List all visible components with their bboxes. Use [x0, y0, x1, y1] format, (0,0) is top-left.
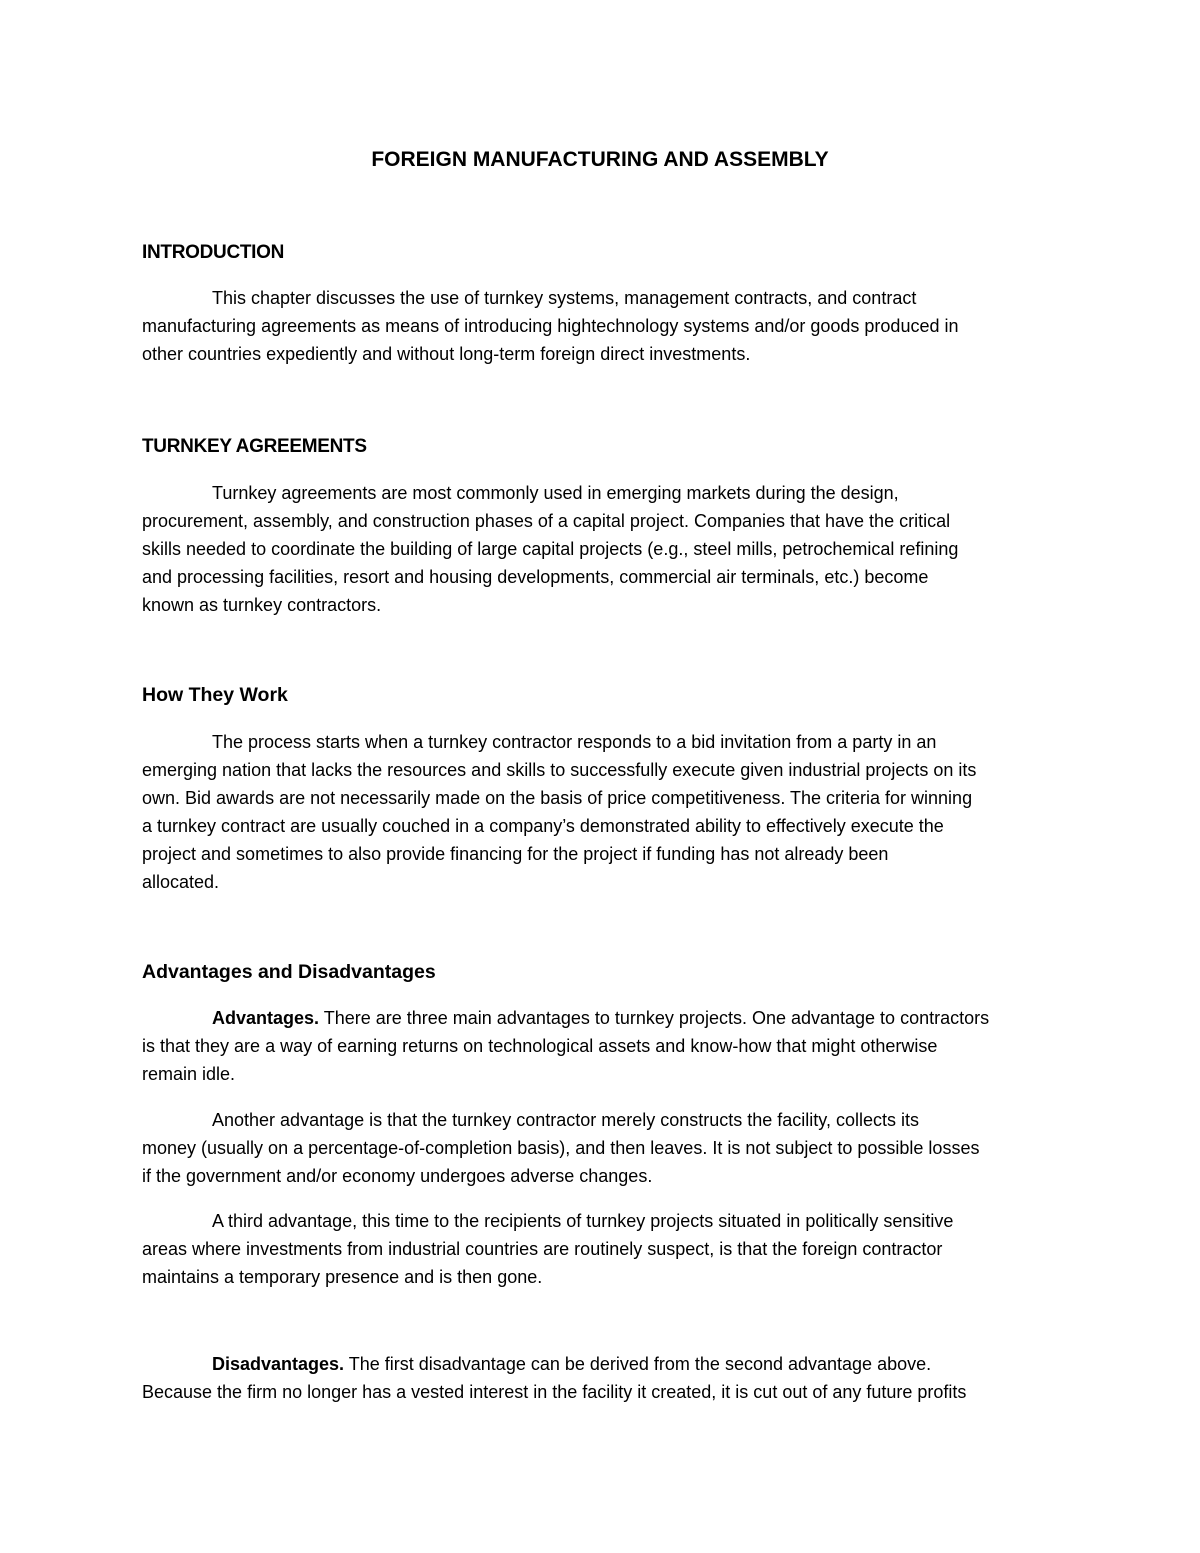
- paragraph-line: other countries expediently and without long-term foreign direct investments.: [142, 344, 751, 364]
- document-title: FOREIGN MANUFACTURING AND ASSEMBLY: [371, 148, 829, 171]
- paragraph-line: a turnkey contract are usually couched in a company’s demonstrated ability to effectively execute the: [142, 816, 944, 836]
- paragraph-disadvantages: [142, 1350, 1062, 1406]
- paragraph-line: project and sometimes to also provide financing for the project if funding has not already been: [142, 844, 889, 864]
- paragraph-line: known as turnkey contractors.: [142, 595, 382, 615]
- advantages-first-line-text: There are three main advantages to turnkey projects. One advantage to contractors: [319, 1008, 990, 1028]
- paragraph-line: A third advantage, this time to the recipients of turnkey projects situated in politically sensitive: [212, 1211, 954, 1231]
- paragraph-line: maintains a temporary presence and is then gone.: [142, 1267, 543, 1287]
- section-heading-turnkey-agreements: TURNKEY AGREEMENTS: [142, 436, 367, 457]
- paragraph-advantages: [142, 1004, 1062, 1088]
- paragraph-line: money (usually on a percentage-of-completion basis), and then leaves. It is not subject to possible losses: [142, 1138, 980, 1158]
- paragraph-line: remain idle.: [142, 1064, 236, 1084]
- paragraph-line: skills needed to coordinate the building of large capital projects (e.g., steel mills, petrochemical refining: [142, 539, 959, 559]
- paragraph-line: procurement, assembly, and construction phases of a capital project. Companies that have the critical: [142, 511, 951, 531]
- paragraph-line: [142, 1350, 1062, 1378]
- section-heading-advantages-disadvantages: Advantages and Disadvantages: [142, 961, 436, 983]
- paragraph-line: own. Bid awards are not necessarily made on the basis of price competitiveness. The criteria for winning: [142, 788, 973, 808]
- paragraph-line: This chapter discusses the use of turnkey systems, management contracts, and contract: [212, 288, 917, 308]
- paragraph-line: areas where investments from industrial countries are routinely suspect, is that the foreign contractor: [142, 1239, 943, 1259]
- paragraph-line: [142, 1004, 1062, 1032]
- paragraph-line: manufacturing agreements as means of introducing hightechnology systems and/or goods produced in: [142, 316, 959, 336]
- paragraph-line: allocated.: [142, 872, 220, 892]
- section-heading-how-they-work: How They Work: [142, 684, 288, 706]
- paragraph-line: and processing facilities, resort and housing developments, commercial air terminals, etc.) become: [142, 567, 929, 587]
- paragraph-turnkey-agreements: [142, 479, 1062, 619]
- disadvantages-lead: Disadvantages.: [212, 1354, 345, 1374]
- paragraph-line: Turnkey agreements are most commonly used in emerging markets during the design,: [212, 483, 899, 503]
- paragraph-line: emerging nation that lacks the resources and skills to successfully execute given industrial projects on its: [142, 760, 977, 780]
- paragraph-another-advantage: [142, 1106, 1062, 1190]
- paragraph-line: Because the firm no longer has a vested interest in the facility it created, it is cut out of any future profits: [142, 1382, 967, 1402]
- paragraph-how-they-work: [142, 728, 1062, 896]
- section-heading-introduction: INTRODUCTION: [142, 242, 285, 263]
- advantages-lead: Advantages.: [212, 1008, 320, 1028]
- paragraph-third-advantage: [142, 1207, 1062, 1291]
- paragraph-line: if the government and/or economy undergoes adverse changes.: [142, 1166, 653, 1186]
- disadvantages-first-line-text: The first disadvantage can be derived from the second advantage above.: [344, 1354, 932, 1374]
- paragraph-line: The process starts when a turnkey contractor responds to a bid invitation from a party in an: [212, 732, 937, 752]
- paragraph-line: is that they are a way of earning returns on technological assets and know-how that might otherwise: [142, 1036, 938, 1056]
- paragraph-line: Another advantage is that the turnkey contractor merely constructs the facility, collects its: [212, 1110, 919, 1130]
- paragraph-introduction: [142, 284, 1062, 368]
